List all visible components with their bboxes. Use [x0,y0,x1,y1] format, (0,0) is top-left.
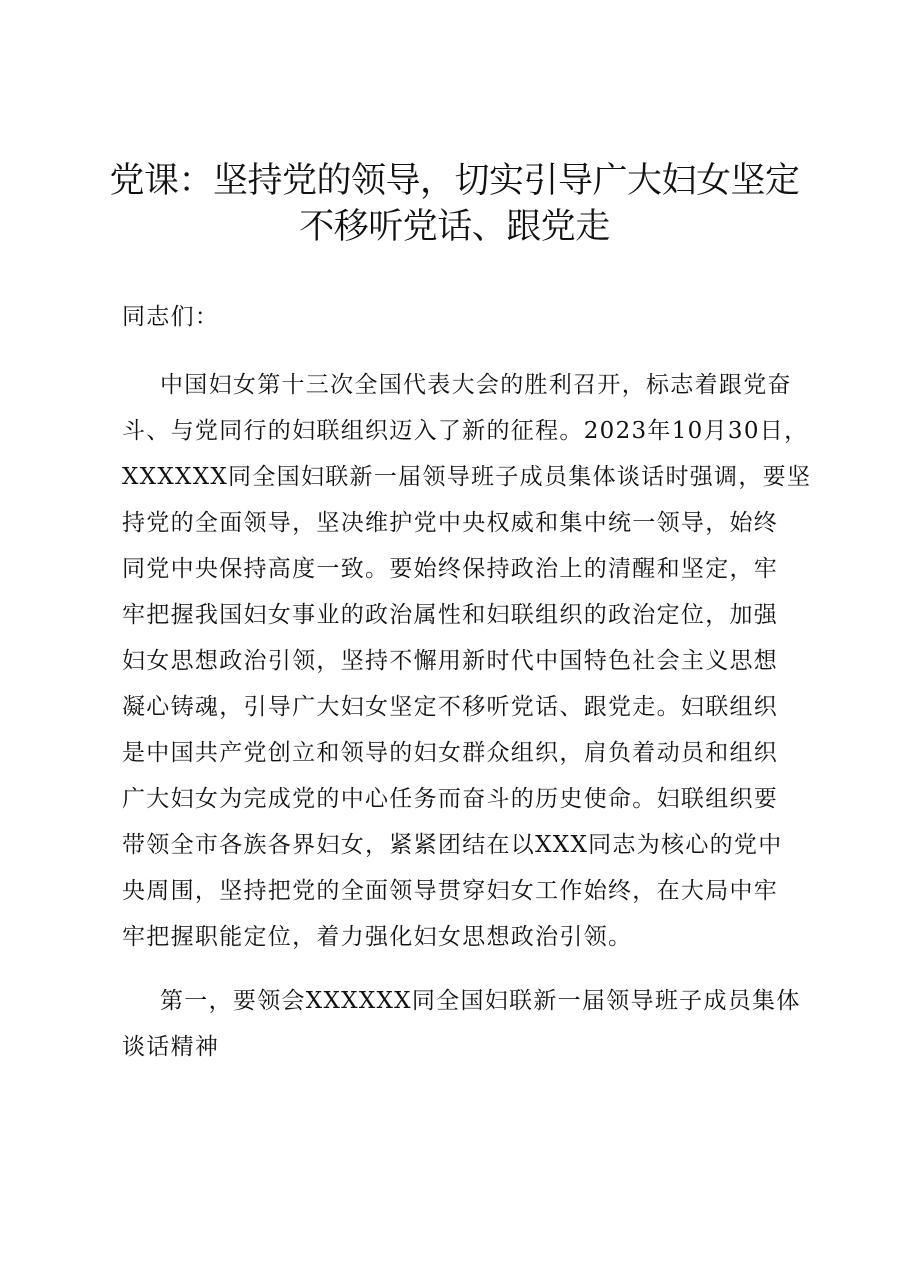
paragraph-line: 是中国共产党创立和领导的妇女群众组织，肩负着动员和组织 [122,740,779,766]
paragraph-line: 斗、与党同行的妇联组织迈入了新的征程。2023年10月30日， [122,418,809,444]
paragraph-spacer [122,960,806,978]
paragraph-line: XXXXXX同全国妇联新一届领导班子成员集体谈话时强调，要坚 [122,464,812,490]
paragraph-2 [122,978,806,1070]
paragraph-line: 第一，要领会XXXXXX同全国妇联新一届领导班子成员集体 [160,988,801,1014]
title-line-2: 不移听党话、跟党走 [299,207,610,247]
paragraph-line: 带领全市各族各界妇女，紧紧团结在以XXX同志为核心的党中 [122,832,783,858]
salutation: 同志们： [122,304,220,330]
paragraph-line: 广大妇女为完成党的中心任务而奋斗的历史使命。妇联组织要 [122,786,779,812]
paragraph-line: 牢把握职能定位，着力强化妇女思想政治引领。 [122,924,633,950]
paragraph-line: 中国妇女第十三次全国代表大会的胜利召开，标志着跟党奋 [160,372,792,398]
title-line-1: 党课：坚持党的领导，切实引导广大妇女坚定 [109,161,800,201]
paragraph-1 [122,362,812,960]
document-title [80,158,829,250]
paragraph-line: 妇女思想政治引领，坚持不懈用新时代中国特色社会主义思想 [122,648,779,674]
paragraph-line: 牢把握我国妇女事业的政治属性和妇联组织的政治定位，加强 [122,602,779,628]
paragraph-line: 央周围，坚持把党的全面领导贯穿妇女工作始终，在大局中牢 [122,878,779,904]
document-body [122,294,812,1070]
paragraph-line: 凝心铸魂，引导广大妇女坚定不移听党话、跟党走。妇联组织 [122,694,779,720]
paragraph-line: 谈话精神 [122,1034,220,1060]
paragraph-spacer [122,340,806,362]
paragraph-line: 同党中央保持高度一致。要始终保持政治上的清醒和坚定，牢 [122,556,779,582]
paragraph-line: 持党的全面领导，坚决维护党中央权威和集中统一领导，始终 [122,510,779,536]
